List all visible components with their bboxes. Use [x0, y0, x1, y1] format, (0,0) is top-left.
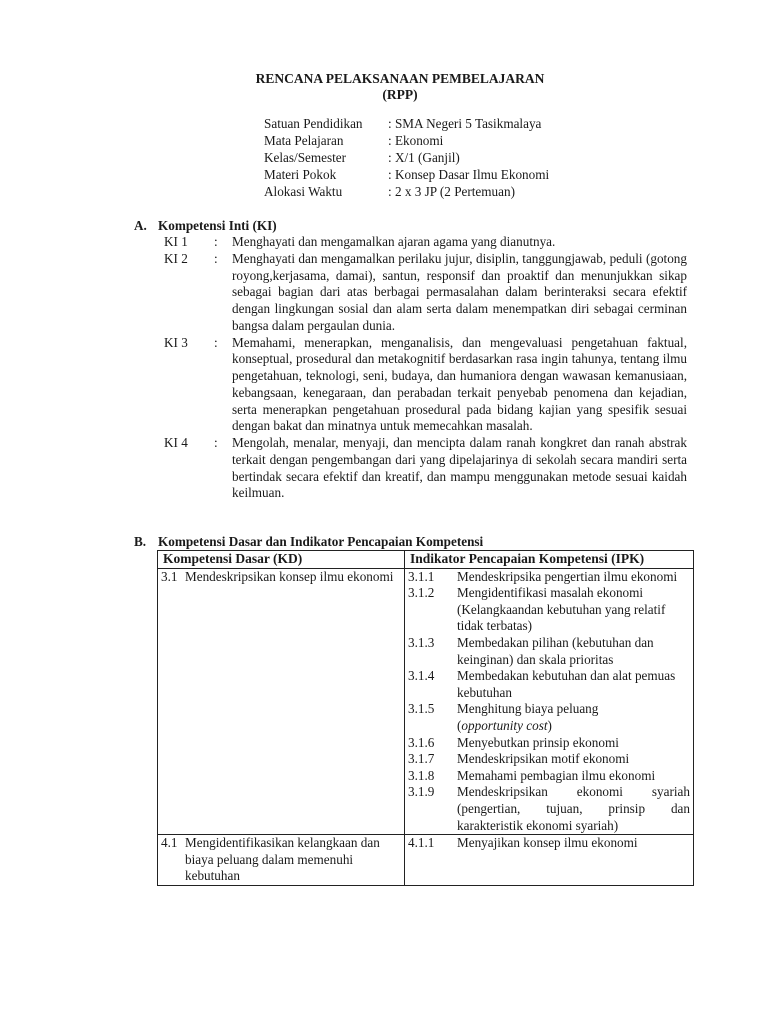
- table-row: [158, 568, 694, 835]
- ki-colon: :: [214, 334, 218, 350]
- ipk-item: [408, 585, 690, 635]
- ipk-text-main: Menghitung biaya peluang: [457, 701, 599, 717]
- ki-item: [164, 234, 687, 251]
- ipk-text: Mengidentifikasi masalah ekonomi (Kelangkaandan kebutuhan yang relatif tidak terbatas): [457, 585, 666, 634]
- table-header-row: [158, 551, 694, 569]
- ipk-cell: [405, 835, 694, 886]
- ipk-item: [408, 701, 690, 734]
- ki-label: KI 4: [164, 435, 188, 450]
- ki-label: KI 2: [164, 250, 188, 266]
- ipk-item: [408, 751, 690, 768]
- ki-colon: :: [214, 435, 218, 450]
- identity-row: [264, 166, 549, 183]
- ki-text: Menghayati dan mengamalkan ajaran agama yang dianutnya.: [232, 234, 556, 249]
- ipk-text: Membedakan kebutuhan dan alat pemuas kebutuhan: [457, 668, 676, 700]
- ipk-text: Memahami pembagian ilmu ekonomi: [457, 767, 656, 783]
- ipk-number: 4.1.1: [408, 835, 435, 851]
- ipk-number: 3.1.8: [408, 767, 435, 783]
- identity-label: Alokasi Waktu: [264, 184, 343, 199]
- ki-text: Menghayati dan mengamalkan perilaku jujur, disiplin, tanggungjawab, peduli (gotong royong,kerjasama, damai), santun, responsif dan proaktif dan menunjukkan sikap sebagai bagian dari atas berbagai permasalahan dalam berinteraksi secara efektif dengan lingkungan sosial dan alam serta dalam menempatkan diri sebagai cerminan bangsa dalam pergaulan dunia.: [232, 250, 687, 333]
- title-line-2: (RPP): [382, 87, 418, 102]
- table-row: [158, 835, 694, 886]
- ipk-item: [408, 835, 690, 852]
- kd-cell: [158, 568, 405, 835]
- identity-label: Materi Pokok: [264, 167, 337, 182]
- ipk-item: [408, 635, 690, 668]
- identity-block: [264, 115, 549, 200]
- title-line-1: RENCANA PELAKSANAAN PEMBELAJARAN: [255, 71, 545, 86]
- ipk-number: 3.1.5: [408, 701, 435, 717]
- section-b-letter: B.: [134, 534, 147, 549]
- kd-ipk-table: [157, 550, 694, 886]
- column-header-kd: Kompetensi Dasar (KD): [158, 551, 405, 569]
- identity-row: [264, 183, 549, 200]
- ki-item: [164, 435, 687, 502]
- ki-list: [164, 234, 687, 502]
- section-b-heading: [134, 534, 483, 550]
- identity-row: [264, 149, 549, 166]
- section-a-title: Kompetensi Inti (KI): [158, 218, 277, 233]
- ki-colon: :: [214, 234, 218, 249]
- ipk-number: 3.1.6: [408, 734, 435, 750]
- identity-label: Satuan Pendidikan: [264, 116, 363, 131]
- kd-number: 3.1: [161, 568, 178, 584]
- section-b-title: Kompetensi Dasar dan Indikator Pencapaian Kompetensi: [158, 534, 484, 549]
- ipk-text: Menyajikan konsep ilmu ekonomi: [457, 835, 638, 851]
- ipk-number: 3.1.9: [408, 784, 435, 800]
- ipk-number: 3.1.7: [408, 751, 435, 767]
- identity-row: [264, 132, 549, 149]
- ki-item: [164, 251, 687, 335]
- ipk-number: 3.1.1: [408, 568, 435, 584]
- ki-label: KI 3: [164, 334, 188, 350]
- ipk-number: 3.1.2: [408, 585, 435, 601]
- kd-number: 4.1: [161, 835, 178, 851]
- section-a-heading: [134, 218, 277, 234]
- section-a-letter: A.: [134, 218, 147, 233]
- ipk-cell: [405, 568, 694, 835]
- ki-text: Memahami, menerapkan, menganalisis, dan mengevaluasi pengetahuan faktual, konseptual, prosedural dan metakognitif berdasarkan rasa ingin tahunya, tentang ilmu pengetahuan, teknologi, seni, budaya, dan humaniora dengan wawasan kemanusiaan, kebangsaan, kenegaraan, dan perabadan terkait penyebab penomena dan kejadian, serta menerapkan pengetahuan prosedural pada bidang kajian yang spesifik sesuai dengan bakat dan minatnya untuk memecahkan masalah.: [232, 334, 687, 434]
- identity-label: Mata Pelajaran: [264, 133, 344, 148]
- document-title: [0, 71, 768, 103]
- ipk-item: [408, 569, 690, 586]
- ipk-text: Mendeskripsika pengertian ilmu ekonomi: [457, 568, 678, 584]
- ipk-text: Menyebutkan prinsip ekonomi: [457, 734, 619, 750]
- identity-label: Kelas/Semester: [264, 150, 347, 165]
- kd-text: Mengidentifikasikan kelangkaan dan biaya peluang dalam memenuhi kebutuhan: [185, 835, 380, 884]
- ki-colon: :: [214, 250, 218, 266]
- ki-label: KI 1: [164, 234, 188, 249]
- column-header-ipk: Indikator Pencapaian Kompetensi (IPK): [405, 551, 694, 569]
- ipk-item: [408, 768, 690, 785]
- ki-text: Mengolah, menalar, menyaji, dan mencipta dalam ranah kongkret dan ranah abstrak terkait dengan pengembangan dari yang dipelajarinya di sekolah secara mandiri serta bertindak secara efektif dan kreatif, dan mampu menggunakan metode sesuai kaidah keilmuan.: [232, 435, 687, 501]
- ki-item: [164, 335, 687, 436]
- identity-value: : Konsep Dasar Ilmu Ekonomi: [388, 167, 550, 182]
- ipk-text: Mendeskripsikan ekonomi syariah (pengertian, tujuan, prinsip dan karakteristik ekonomi syariah): [457, 784, 690, 833]
- identity-row: [264, 115, 549, 132]
- ipk-number: 3.1.3: [408, 634, 435, 650]
- ipk-italic-term: opportunity cost: [461, 717, 548, 733]
- ipk-text: Mendeskripsikan motif ekonomi: [457, 751, 630, 767]
- identity-value: : 2 x 3 JP (2 Pertemuan): [388, 184, 515, 199]
- kd-text: Mendeskripsikan konsep ilmu ekonomi: [185, 568, 394, 584]
- ipk-item: [408, 735, 690, 752]
- ipk-item: [408, 668, 690, 701]
- kd-cell: [158, 835, 405, 886]
- ipk-item: [408, 784, 690, 834]
- ipk-number: 3.1.4: [408, 668, 435, 684]
- ipk-text: Membedakan pilihan (kebutuhan dan keinginan) dan skala prioritas: [457, 634, 654, 667]
- identity-value: : X/1 (Ganjil): [388, 150, 460, 165]
- identity-value: : SMA Negeri 5 Tasikmalaya: [388, 116, 542, 131]
- ipk-text: Menghitung biaya peluang (opportunity cost): [457, 701, 599, 733]
- identity-value: : Ekonomi: [388, 133, 444, 148]
